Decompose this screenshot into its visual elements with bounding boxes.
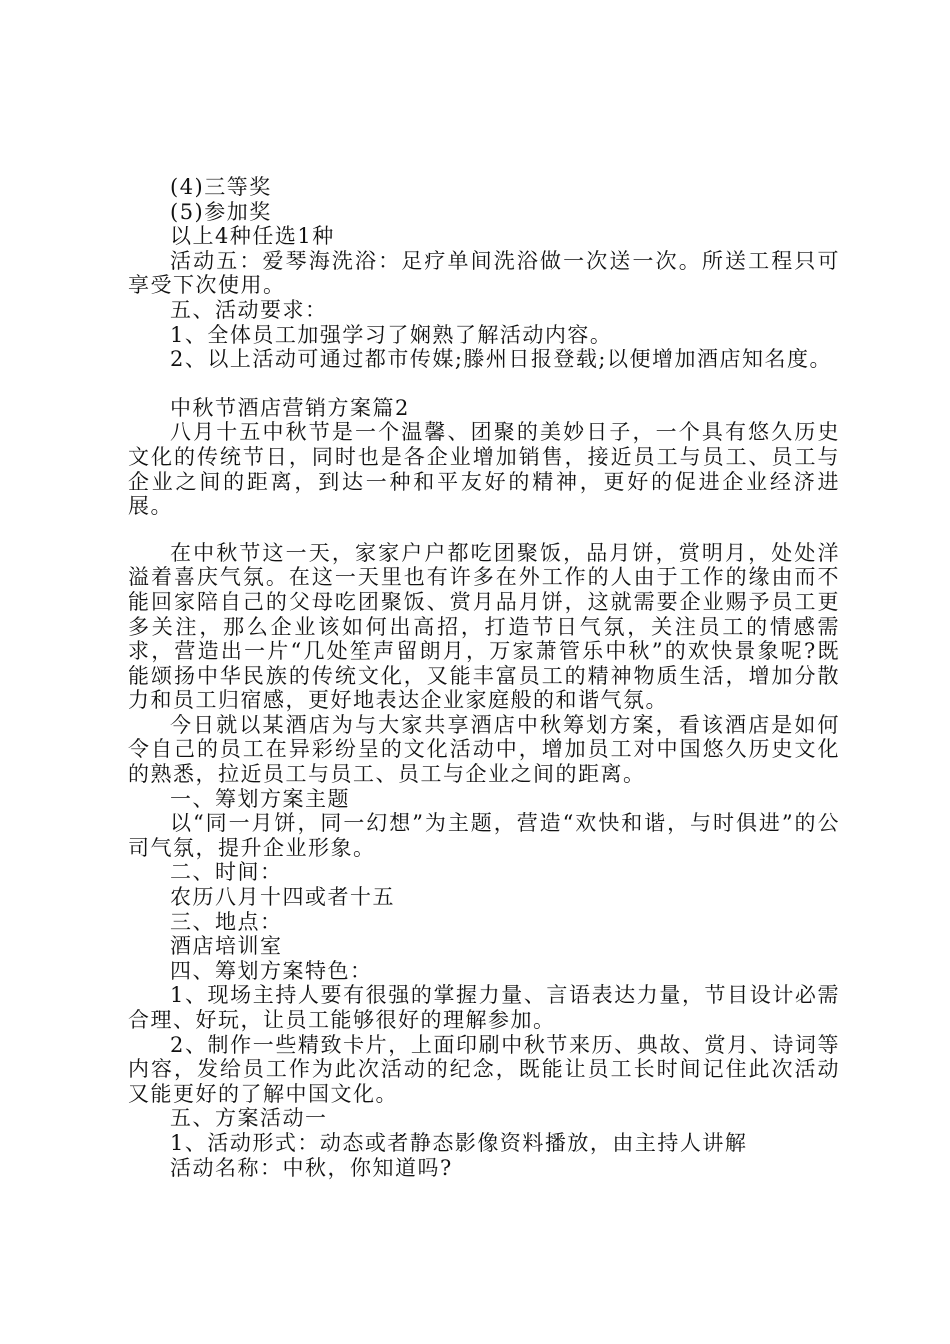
- section-heading-theme: 一、筹划方案主题: [170, 786, 350, 811]
- section-heading-requirements: 五、活动要求：: [170, 297, 328, 322]
- paragraph-gap: [128, 519, 840, 541]
- article-title: 中秋节酒店营销方案篇2: [170, 395, 410, 420]
- document-body: [128, 175, 840, 1180]
- activity-name: 活动名称：中秋，你知道吗?: [170, 1155, 453, 1180]
- activity-five: 活动五：爱琴海洗浴：足疗单间洗浴做一次送一次。所送工程只可享受下次使用。: [128, 248, 840, 298]
- activity-form: 1、活动形式：动态或者静态影像资料播放，由主持人讲解: [170, 1130, 748, 1155]
- feature-item-1: 1、现场主持人要有很强的掌握力量、言语表达力量，节目设计必需合理、好玩，让员工能够很好的理解参加。: [128, 983, 840, 1032]
- prize-choice-note: 以上4种任选1种: [170, 224, 335, 249]
- theme-text: 以“同一月饼，同一幻想”为主题，营造“欢快和谐，与时俱进”的公司气氛，提升企业形象。: [128, 811, 840, 860]
- body-paragraph: 在中秋节这一天，家家户户都吃团聚饭，品月饼，赏明月，处处洋溢着喜庆气氛。在这一天里也有许多在外工作的人由于工作的缘由而不能回家陪自己的父母吃团聚饭、赏月品月饼，这就需要企业赐予员工更多关注，那么企业该如何出高招，打造节日气氛，关注员工的情感需求，营造出一片“几处笙声留朗月，万家萧管乐中秋”的欢快景象呢?既能颂扬中华民族的传统文化，又能丰富员工的精神物质生活，增加分散力和员工归宿感，更好地表达企业家庭般的和谐气氛。: [128, 540, 840, 713]
- section-heading-time: 二、时间：: [170, 860, 283, 885]
- section-heading-features: 四、筹划方案特色：: [170, 958, 373, 983]
- prize-participation: (5)参加奖: [170, 199, 272, 224]
- body-paragraph: 今日就以某酒店为与大家共享酒店中秋筹划方案，看该酒店是如何令自己的员工在异彩纷呈的文化活动中，增加员工对中国悠久历史文化的熟悉，拉近员工与员工、员工与企业之间的距离。: [128, 712, 840, 787]
- time-text: 农历八月十四或者十五: [170, 885, 395, 910]
- location-text: 酒店培训室: [170, 934, 283, 959]
- feature-item-2: 2、制作一些精致卡片，上面印刷中秋节来历、典故、赏月、诗词等内容，发给员工作为此次活动的纪念，既能让员工长时间记住此次活动又能更好的了解中国文化。: [128, 1032, 840, 1106]
- requirement-item-1: 1、全体员工加强学习了娴熟了解活动内容。: [170, 322, 613, 347]
- section-heading-activity-one: 五、方案活动一: [170, 1106, 328, 1131]
- section-heading-location: 三、地点：: [170, 909, 283, 934]
- prize-third: (4)三等奖: [170, 175, 272, 199]
- paragraph-gap: [128, 372, 840, 396]
- intro-paragraph: 八月十五中秋节是一个温馨、团聚的美妙日子，一个具有悠久历史文化的传统节日，同时也是各企业增加销售，接近员工与员工、员工与企业之间的距离，到达一种和平友好的精神，更好的促进企业经济进展。: [128, 420, 840, 519]
- requirement-item-2: 2、以上活动可通过都市传媒;滕州日报登载;以便增加酒店知名度。: [170, 347, 833, 372]
